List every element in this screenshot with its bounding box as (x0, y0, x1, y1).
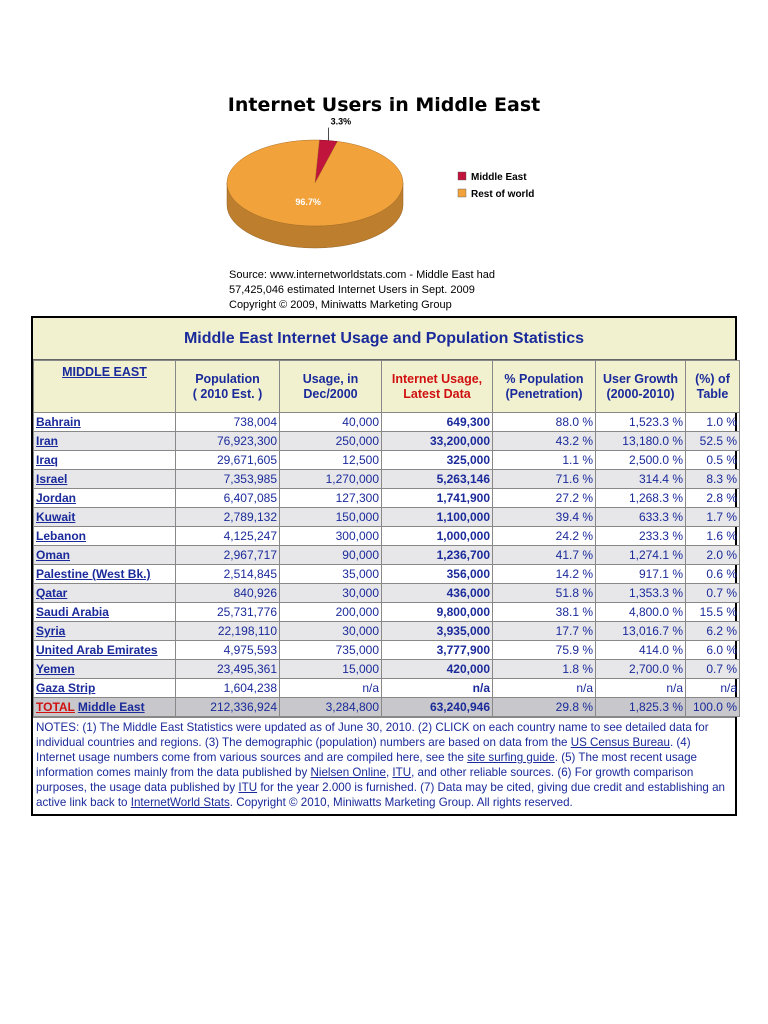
table-row (34, 432, 740, 451)
itu-link-2[interactable]: ITU (238, 781, 258, 794)
total-share: 100.0 % (686, 698, 740, 717)
usage-2000-cell: 40,000 (280, 413, 382, 432)
share-cell: n/a (686, 679, 740, 698)
stats-table-title: Middle East Internet Usage and Population Statistics (33, 318, 735, 360)
country-cell[interactable]: Palestine (West Bk.) (34, 565, 176, 584)
legend-swatch (458, 189, 466, 197)
header-population: Population ( 2010 Est. ) (176, 361, 280, 413)
stats-table-panel (31, 316, 737, 816)
legend-label: Rest of world (471, 189, 535, 200)
share-cell: 0.7 % (686, 584, 740, 603)
legend-label: Middle East (471, 172, 527, 183)
growth-cell: 13,016.7 % (596, 622, 686, 641)
penetration-cell: 27.2 % (493, 489, 596, 508)
share-cell: 15.5 % (686, 603, 740, 622)
growth-cell: 314.4 % (596, 470, 686, 489)
table-row (34, 641, 740, 660)
latest-usage-cell: 420,000 (382, 660, 493, 679)
usage-2000-cell: 300,000 (280, 527, 382, 546)
table-row (34, 660, 740, 679)
usage-2000-cell: 30,000 (280, 584, 382, 603)
country-cell[interactable]: Bahrain (34, 413, 176, 432)
penetration-cell: 17.7 % (493, 622, 596, 641)
usage-2000-cell: 150,000 (280, 508, 382, 527)
table-header-row (34, 361, 740, 413)
pie-chart (215, 116, 555, 263)
country-cell[interactable]: Iran (34, 432, 176, 451)
usage-2000-cell: 90,000 (280, 546, 382, 565)
header-usage-2000: Usage, in Dec/2000 (280, 361, 382, 413)
notes: NOTES: (1) The Middle East Statistics were updated as of June 30, 2010. (2) CLICK on each country name to see detailed data for individual countries and regions. (3) The demographic (population) numbers are based on data from the US Census Bureau. (4) Internet usage numbers come from various sources and are compiled here, see the site surfing guide. (5) The most recent usage information comes mainly from the data published by Nielsen Online, ITU, and other reliable sources. (6) For growth comparison purposes, the usage data published by ITU for the year 2.000 is furnished. (7) Data may be cited, giving due credit and establishing an active link back to InternetWorld Stats. Copyright © 2010, Miniwatts Marketing Group. All rights reserved. (33, 717, 735, 814)
table-row (34, 413, 740, 432)
country-cell[interactable]: Oman (34, 546, 176, 565)
header-region[interactable]: MIDDLE EAST (34, 361, 176, 413)
stats-table (33, 360, 740, 717)
usage-2000-cell: 15,000 (280, 660, 382, 679)
header-user-growth: User Growth (2000-2010) (596, 361, 686, 413)
penetration-cell: 75.9 % (493, 641, 596, 660)
latest-usage-cell: 1,100,000 (382, 508, 493, 527)
latest-usage-cell: 3,777,900 (382, 641, 493, 660)
population-cell: 2,789,132 (176, 508, 280, 527)
share-cell: 6.0 % (686, 641, 740, 660)
us-census-link[interactable]: US Census Bureau (570, 736, 670, 749)
usage-2000-cell: 250,000 (280, 432, 382, 451)
growth-cell: 633.3 % (596, 508, 686, 527)
growth-cell: 1,523.3 % (596, 413, 686, 432)
share-cell: 0.6 % (686, 565, 740, 584)
share-cell: 6.2 % (686, 622, 740, 641)
site-surfing-guide-link[interactable]: site surfing guide (467, 751, 555, 764)
pie-slice-label: 96.7% (295, 196, 321, 207)
latest-usage-cell: 325,000 (382, 451, 493, 470)
header-share: (%) of Table (686, 361, 740, 413)
share-cell: 2.0 % (686, 546, 740, 565)
usage-2000-cell: 1,270,000 (280, 470, 382, 489)
country-cell[interactable]: Syria (34, 622, 176, 641)
country-cell[interactable]: Gaza Strip (34, 679, 176, 698)
population-cell: 25,731,776 (176, 603, 280, 622)
internetworld-stats-link[interactable]: InternetWorld Stats (130, 796, 230, 809)
growth-cell: 13,180.0 % (596, 432, 686, 451)
penetration-cell: 1.1 % (493, 451, 596, 470)
growth-cell: 1,353.3 % (596, 584, 686, 603)
growth-cell: 2,500.0 % (596, 451, 686, 470)
population-cell: 2,514,845 (176, 565, 280, 584)
population-cell: 23,495,361 (176, 660, 280, 679)
penetration-cell: 24.2 % (493, 527, 596, 546)
share-cell: 52.5 % (686, 432, 740, 451)
usage-2000-cell: 735,000 (280, 641, 382, 660)
table-row (34, 565, 740, 584)
growth-cell: 1,274.1 % (596, 546, 686, 565)
latest-usage-cell: 1,741,900 (382, 489, 493, 508)
latest-usage-cell: 649,300 (382, 413, 493, 432)
table-row (34, 508, 740, 527)
country-cell[interactable]: Israel (34, 470, 176, 489)
nielsen-online-link[interactable]: Nielsen Online (310, 766, 386, 779)
total-population: 212,336,924 (176, 698, 280, 717)
population-cell: 2,967,717 (176, 546, 280, 565)
population-cell: 4,125,247 (176, 527, 280, 546)
share-cell: 8.3 % (686, 470, 740, 489)
itu-link[interactable]: ITU (392, 766, 412, 779)
penetration-cell: 39.4 % (493, 508, 596, 527)
country-cell[interactable]: Kuwait (34, 508, 176, 527)
growth-cell: 4,800.0 % (596, 603, 686, 622)
population-cell: 840,926 (176, 584, 280, 603)
penetration-cell: 38.1 % (493, 603, 596, 622)
latest-usage-cell: 5,263,146 (382, 470, 493, 489)
share-cell: 0.5 % (686, 451, 740, 470)
share-cell: 1.6 % (686, 527, 740, 546)
population-cell: 4,975,593 (176, 641, 280, 660)
table-row (34, 584, 740, 603)
usage-2000-cell: 30,000 (280, 622, 382, 641)
penetration-cell: 41.7 % (493, 546, 596, 565)
penetration-cell: 43.2 % (493, 432, 596, 451)
source-line-2: 57,425,046 estimated Internet Users in Sept. 2009 (229, 284, 475, 296)
population-cell: 76,923,300 (176, 432, 280, 451)
legend-swatch (458, 172, 466, 180)
source-line-1: Source: www.internetworldstats.com - Middle East had (229, 269, 495, 281)
growth-cell: 414.0 % (596, 641, 686, 660)
latest-usage-cell: 33,200,000 (382, 432, 493, 451)
population-cell: 738,004 (176, 413, 280, 432)
table-row (34, 679, 740, 698)
penetration-cell: 14.2 % (493, 565, 596, 584)
growth-cell: n/a (596, 679, 686, 698)
table-total-row (34, 698, 740, 717)
population-cell: 6,407,085 (176, 489, 280, 508)
total-penetration: 29.8 % (493, 698, 596, 717)
total-latest-usage: 63,240,946 (382, 698, 493, 717)
usage-2000-cell: 35,000 (280, 565, 382, 584)
total-label[interactable]: TOTAL Middle East (34, 698, 176, 717)
share-cell: 2.8 % (686, 489, 740, 508)
population-cell: 1,604,238 (176, 679, 280, 698)
country-cell[interactable]: Qatar (34, 584, 176, 603)
header-penetration: % Population (Penetration) (493, 361, 596, 413)
growth-cell: 2,700.0 % (596, 660, 686, 679)
latest-usage-cell: 436,000 (382, 584, 493, 603)
penetration-cell: 51.8 % (493, 584, 596, 603)
penetration-cell: 71.6 % (493, 470, 596, 489)
table-row (34, 489, 740, 508)
share-cell: 1.7 % (686, 508, 740, 527)
total-growth: 1,825.3 % (596, 698, 686, 717)
country-cell[interactable]: Saudi Arabia (34, 603, 176, 622)
usage-2000-cell: 12,500 (280, 451, 382, 470)
source-line-3: Copyright © 2009, Miniwatts Marketing Group (229, 299, 452, 311)
country-cell[interactable]: Yemen (34, 660, 176, 679)
growth-cell: 233.3 % (596, 527, 686, 546)
country-cell[interactable]: Lebanon (34, 527, 176, 546)
table-row (34, 470, 740, 489)
total-usage-2000: 3,284,800 (280, 698, 382, 717)
usage-2000-cell: n/a (280, 679, 382, 698)
population-cell: 7,353,985 (176, 470, 280, 489)
table-row (34, 546, 740, 565)
table-row (34, 451, 740, 470)
latest-usage-cell: 9,800,000 (382, 603, 493, 622)
header-latest-usage: Internet Usage, Latest Data (382, 361, 493, 413)
pie-slice-label: 3.3% (330, 116, 352, 127)
pie-slice-rest-of-world (227, 140, 403, 226)
penetration-cell: 1.8 % (493, 660, 596, 679)
latest-usage-cell: 1,236,700 (382, 546, 493, 565)
country-cell[interactable]: Iraq (34, 451, 176, 470)
table-row (34, 622, 740, 641)
population-cell: 22,198,110 (176, 622, 280, 641)
penetration-cell: 88.0 % (493, 413, 596, 432)
growth-cell: 1,268.3 % (596, 489, 686, 508)
usage-2000-cell: 200,000 (280, 603, 382, 622)
source-note (229, 268, 589, 313)
share-cell: 0.7 % (686, 660, 740, 679)
table-row (34, 603, 740, 622)
latest-usage-cell: 1,000,000 (382, 527, 493, 546)
latest-usage-cell: n/a (382, 679, 493, 698)
usage-2000-cell: 127,300 (280, 489, 382, 508)
table-row (34, 527, 740, 546)
country-cell[interactable]: Jordan (34, 489, 176, 508)
country-cell[interactable]: United Arab Emirates (34, 641, 176, 660)
latest-usage-cell: 3,935,000 (382, 622, 493, 641)
population-cell: 29,671,605 (176, 451, 280, 470)
chart-title: Internet Users in Middle East (227, 94, 541, 116)
penetration-cell: n/a (493, 679, 596, 698)
growth-cell: 917.1 % (596, 565, 686, 584)
share-cell: 1.0 % (686, 413, 740, 432)
latest-usage-cell: 356,000 (382, 565, 493, 584)
